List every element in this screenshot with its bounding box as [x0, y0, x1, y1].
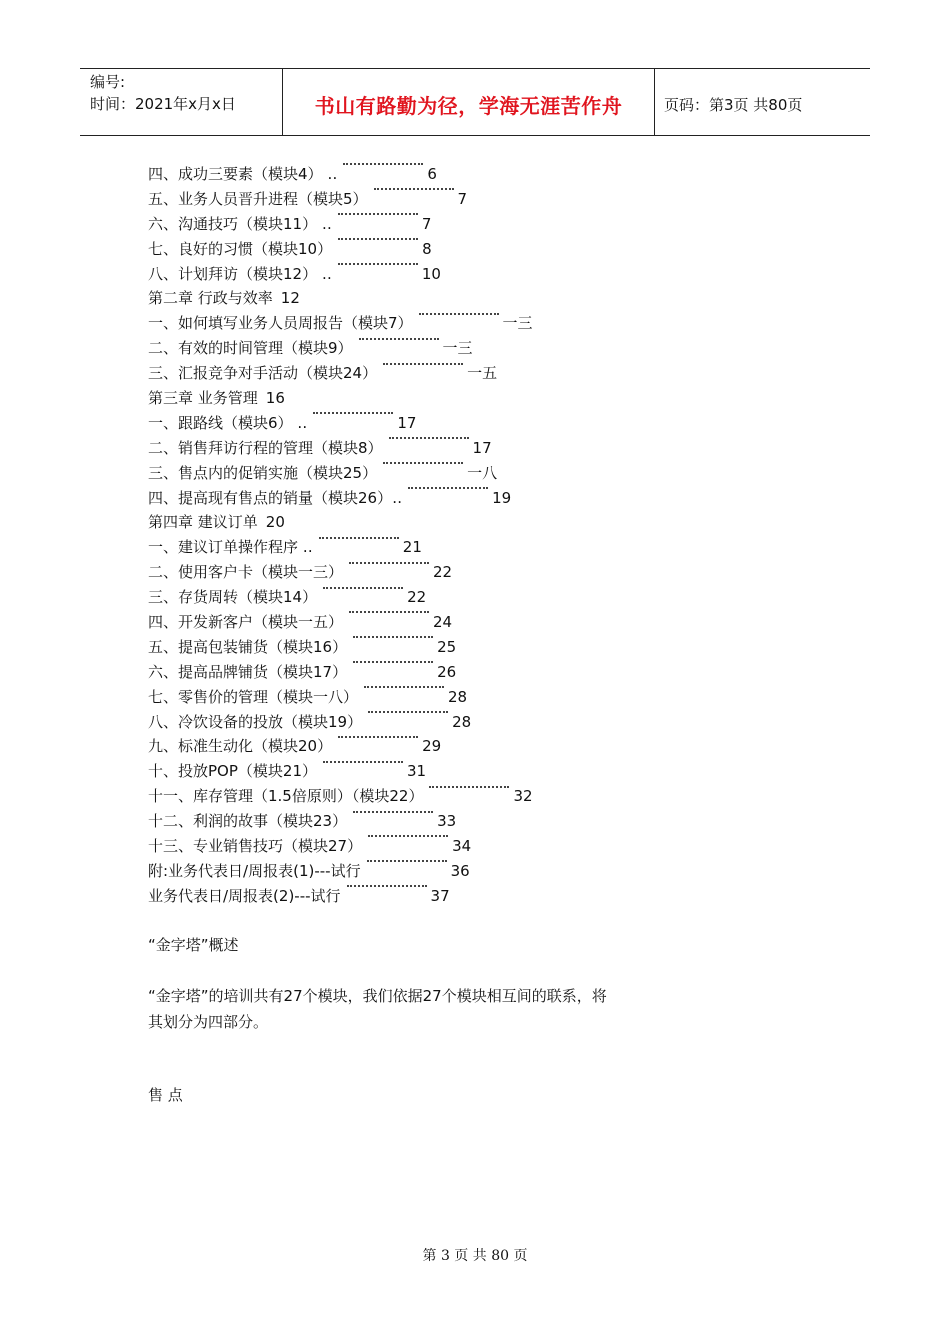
toc-entry [148, 461, 708, 486]
toc-entry-page: 7 [421, 214, 432, 233]
toc-entry-title: 三、存货周转（模块14） [148, 588, 318, 607]
toc-entry-title: 一、跟路线（模块6） ‥ [148, 413, 308, 432]
toc-entry-title: 六、提高品牌铺货（模块17） [148, 662, 348, 681]
toc-entry [148, 411, 708, 436]
toc-dot-leader [343, 163, 423, 175]
toc-entry [148, 635, 708, 660]
overview-paragraph-line-1: “金字塔”的培训共有27个模块，我们依据27个模块相互间的联系，将 [148, 987, 607, 1005]
toc-entry [148, 685, 708, 710]
toc-entry-page: 31 [407, 762, 427, 781]
toc-entry-page: 26 [437, 662, 457, 681]
header-time-label: 时间：2021年x月x日 [90, 95, 236, 113]
toc-entry [148, 237, 708, 262]
toc-dot-leader [383, 462, 463, 474]
header-page-label: 页码：第3页 共80页 [664, 95, 803, 114]
toc-entry-title: 十一、库存管理（1.5倍原则）（模块22） [148, 787, 424, 806]
toc-entry [148, 660, 708, 685]
toc-entry [148, 336, 708, 361]
toc-entry-title: 附:业务代表日/周报表(1)---试行 [148, 861, 361, 880]
toc-entry-title: 五、提高包装铺货（模块16） [148, 637, 348, 656]
toc-entry-title: 七、零售价的管理（模块一八） [148, 687, 359, 706]
toc-entry-title: 一、如何填写业务人员周报告（模块7） [148, 314, 413, 333]
toc-entry-page: 一三 [502, 314, 533, 333]
toc-dot-leader [374, 188, 454, 200]
toc-dot-leader [338, 213, 418, 225]
toc-chapter-heading [148, 510, 708, 535]
toc-entry [148, 834, 708, 859]
toc-entry [148, 262, 708, 287]
toc-entry-title: 三、售点内的促销实施（模块25） [148, 463, 378, 482]
toc-entry [148, 311, 708, 336]
toc-entry [148, 710, 708, 735]
toc-entry-title: 四、开发新客户（模块一五） [148, 613, 344, 632]
toc-entry-title: 九、标准生动化（模块20） [148, 737, 333, 756]
toc-entry-title: 三、汇报竞争对手活动（模块24） [148, 364, 378, 383]
toc-dot-leader [319, 537, 399, 549]
toc-dot-leader [353, 661, 433, 673]
toc-dot-leader [383, 363, 463, 375]
toc-entry-title: 十三、专业销售技巧（模块27） [148, 837, 363, 856]
toc-entry [148, 809, 708, 834]
toc-entry [148, 486, 708, 511]
toc-entry-title: 八、冷饮设备的投放（模块19） [148, 712, 363, 731]
toc-entry-page: 10 [421, 264, 441, 283]
toc-entry [148, 734, 708, 759]
toc-dot-leader [408, 487, 488, 499]
toc-entry-page: 20 [265, 513, 285, 532]
toc-entry [148, 784, 708, 809]
toc-dot-leader [353, 811, 433, 823]
toc-entry-page: 6 [427, 165, 437, 183]
toc-entry-title: 六、沟通技巧（模块11） ‥ [148, 214, 332, 233]
toc-dot-leader [389, 437, 469, 449]
toc-entry [148, 859, 708, 884]
toc-chapter-heading [148, 386, 708, 411]
page-header [80, 68, 870, 136]
toc-dot-leader [359, 338, 439, 350]
toc-entry-title: 七、良好的习惯（模块10） [148, 239, 333, 258]
toc-entry [148, 436, 708, 461]
toc-entry-page: 17 [397, 413, 417, 432]
toc-entry-page: 7 [457, 189, 468, 208]
toc-entry-page: 一三 [442, 339, 473, 358]
header-slogan: 书山有路勤为径，学海无涯苦作舟 [283, 69, 655, 135]
table-of-contents [148, 162, 708, 909]
toc-entry-title: 二、销售拜访行程的管理（模块8） [148, 438, 383, 457]
toc-dot-leader [338, 263, 418, 275]
toc-entry-page: 17 [472, 438, 492, 457]
toc-entry-title: 四、成功三要素（模块4） ‥ [148, 165, 338, 183]
toc-dot-leader [419, 313, 499, 325]
toc-entry [148, 187, 708, 212]
toc-entry-page: 25 [437, 637, 457, 656]
toc-entry-page: 8 [422, 239, 432, 258]
toc-chapter-heading [148, 286, 708, 311]
toc-entry [148, 560, 708, 585]
toc-entry-title: 第四章 建议订单 [148, 513, 258, 532]
toc-entry-page: 36 [450, 861, 470, 880]
toc-dot-leader [349, 562, 429, 574]
toc-entry-title: 五、业务人员晋升进程（模块5） [148, 189, 368, 208]
page-footer: 第 3 页 共 80 页 [422, 1248, 528, 1264]
toc-entry-page: 37 [430, 886, 450, 905]
toc-entry-title: 业务代表日/周报表(2)---试行 [148, 886, 341, 905]
toc-dot-leader [353, 636, 433, 648]
toc-entry [148, 535, 708, 560]
toc-dot-leader [364, 686, 444, 698]
toc-dot-leader [313, 412, 393, 424]
overview-title: “金字塔”概述 [148, 936, 239, 954]
toc-entry-page: 22 [433, 563, 453, 582]
toc-entry-page: 一五 [467, 364, 498, 383]
toc-entry-page: 29 [422, 737, 442, 756]
toc-dot-leader [347, 885, 427, 897]
toc-dot-leader [323, 587, 403, 599]
toc-entry-title: 第二章 行政与效率 [148, 289, 273, 308]
toc-entry [148, 610, 708, 635]
toc-entry-title: 十二、利润的故事（模块23） [148, 812, 348, 831]
header-left-cell [80, 69, 283, 135]
toc-entry-page: 22 [407, 588, 427, 607]
toc-entry [148, 884, 708, 909]
toc-entry-title: 二、有效的时间管理（模块9） [148, 339, 353, 358]
toc-entry [148, 162, 708, 187]
toc-entry-title: 十、投放POP（模块21） [148, 762, 317, 781]
toc-entry-page: 19 [492, 488, 512, 507]
toc-dot-leader [368, 835, 448, 847]
toc-entry-title: 四、提高现有售点的销量（模块26）‥ [148, 488, 403, 507]
toc-entry-page: 28 [448, 687, 468, 706]
toc-entry [148, 759, 708, 784]
toc-entry-page: 21 [402, 538, 422, 557]
toc-entry-page: 33 [437, 812, 457, 831]
toc-dot-leader [338, 238, 418, 250]
toc-entry-title: 八、计划拜访（模块12） ‥ [148, 264, 332, 283]
toc-dot-leader [338, 736, 418, 748]
toc-dot-leader [429, 786, 509, 798]
toc-entry-page: 24 [433, 613, 453, 632]
toc-entry-page: 28 [452, 712, 472, 731]
toc-entry-page: 34 [452, 837, 472, 856]
toc-dot-leader [367, 860, 447, 872]
toc-entry [148, 361, 708, 386]
toc-entry-page: 16 [265, 389, 285, 408]
toc-entry-page: 12 [280, 289, 300, 308]
toc-dot-leader [349, 611, 429, 623]
section-title: 售 点 [148, 1086, 183, 1104]
toc-dot-leader [323, 761, 403, 773]
toc-entry-title: 二、使用客户卡（模块一三） [148, 563, 344, 582]
toc-entry-page: 32 [513, 787, 533, 806]
toc-dot-leader [368, 711, 448, 723]
toc-entry [148, 585, 708, 610]
toc-entry [148, 212, 708, 237]
toc-entry-page: 一八 [467, 463, 498, 482]
overview-paragraph-line-2: 其划分为四部分。 [148, 1013, 269, 1031]
overview-paragraph [148, 983, 668, 1035]
toc-entry-title: 第三章 业务管理 [148, 389, 258, 408]
header-number-label: 编号: [90, 73, 126, 91]
toc-entry-title: 一、建议订单操作程序 ‥ [148, 538, 313, 557]
